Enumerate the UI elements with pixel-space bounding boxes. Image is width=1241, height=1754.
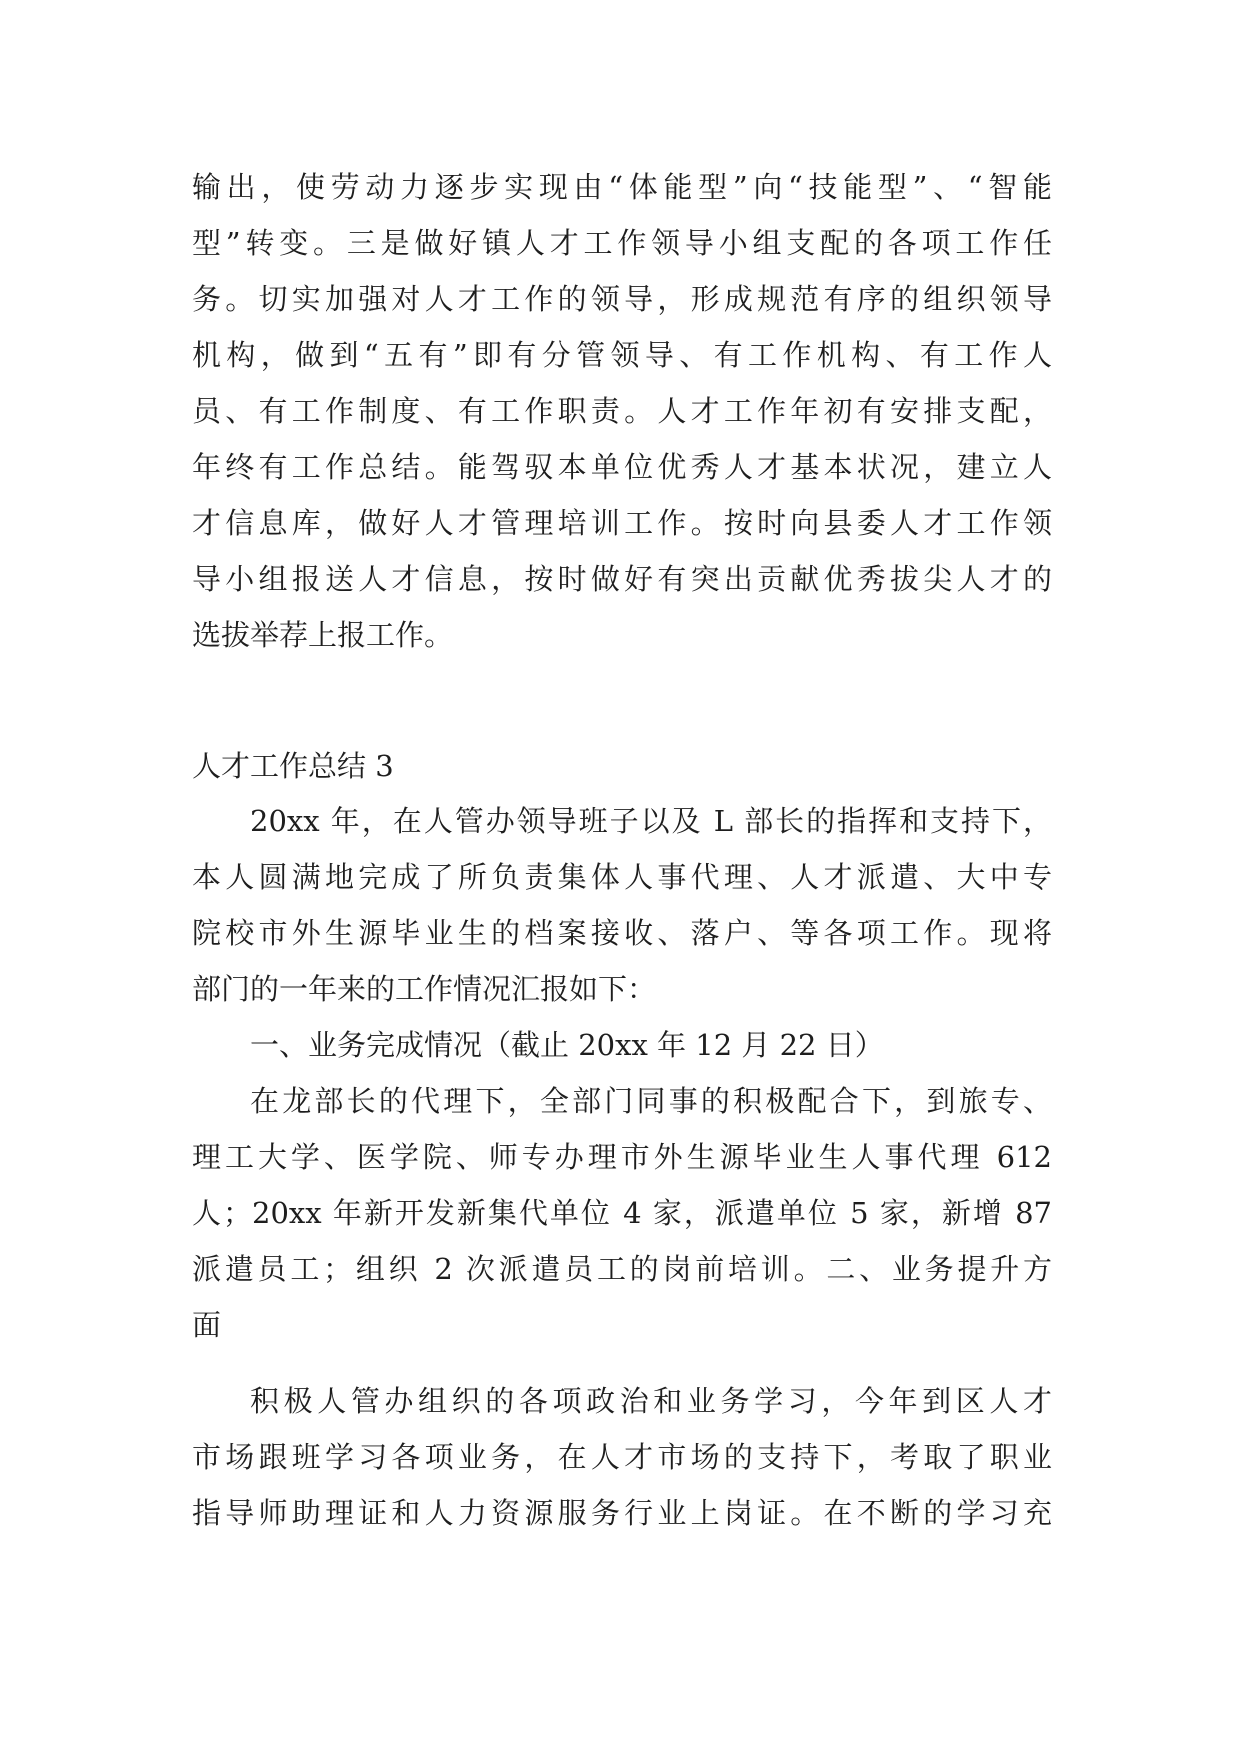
body-text-line: 才信息库，做好人才管理培训工作。按时向县委人才工作领 xyxy=(192,506,1052,540)
body-text-line: 年终有工作总结。能驾驭本单位优秀人才基本状况，建立人 xyxy=(192,450,1052,484)
body-text-line: 人；20xx 年新开发新集代单位 4 家，派遣单位 5 家，新增 87 xyxy=(192,1196,1052,1230)
body-text-line: 输出，使劳动力逐步实现由“体能型”向“技能型”、“智能 xyxy=(192,170,1052,204)
body-text-line: 市场跟班学习各项业务，在人才市场的支持下，考取了职业 xyxy=(192,1440,1052,1474)
body-text-line: 派遣员工；组织 2 次派遣员工的岗前培训。二、业务提升方 xyxy=(192,1252,1052,1286)
body-text-line: 面 xyxy=(192,1308,222,1342)
body-text-line: 导小组报送人才信息，按时做好有突出贡献优秀拔尖人才的 xyxy=(192,562,1052,596)
body-text-line: 院校市外生源毕业生的档案接收、落户、等各项工作。现将 xyxy=(192,916,1052,950)
body-text-line: 在龙部长的代理下，全部门同事的积极配合下，到旅专、 xyxy=(250,1084,1052,1118)
body-text-line: 20xx 年，在人管办领导班子以及 L 部长的指挥和支持下， xyxy=(250,804,1052,838)
body-text-line: 选拔举荐上报工作。 xyxy=(192,618,454,652)
body-text-line: 指导师助理证和人力资源服务行业上岗证。在不断的学习充 xyxy=(192,1496,1052,1530)
body-text-line: 机构，做到“五有”即有分管领导、有工作机构、有工作人 xyxy=(192,338,1052,372)
body-text-line: 积极人管办组织的各项政治和业务学习，今年到区人才 xyxy=(250,1384,1052,1418)
body-text-line: 员、有工作制度、有工作职责。人才工作年初有安排支配， xyxy=(192,394,1052,428)
body-text-line: 部门的一年来的工作情况汇报如下： xyxy=(192,972,657,1006)
section-heading: 人才工作总结 3 xyxy=(192,749,394,783)
body-text-line: 理工大学、医学院、师专办理市外生源毕业生人事代理 612 xyxy=(192,1140,1052,1174)
subheading: 一、业务完成情况（截止 20xx 年 12 月 22 日） xyxy=(250,1028,884,1062)
body-text-line: 务。切实加强对人才工作的领导，形成规范有序的组织领导 xyxy=(192,282,1052,316)
body-text-line: 型”转变。三是做好镇人才工作领导小组支配的各项工作任 xyxy=(192,226,1052,260)
body-text-line: 本人圆满地完成了所负责集体人事代理、人才派遣、大中专 xyxy=(192,860,1052,894)
